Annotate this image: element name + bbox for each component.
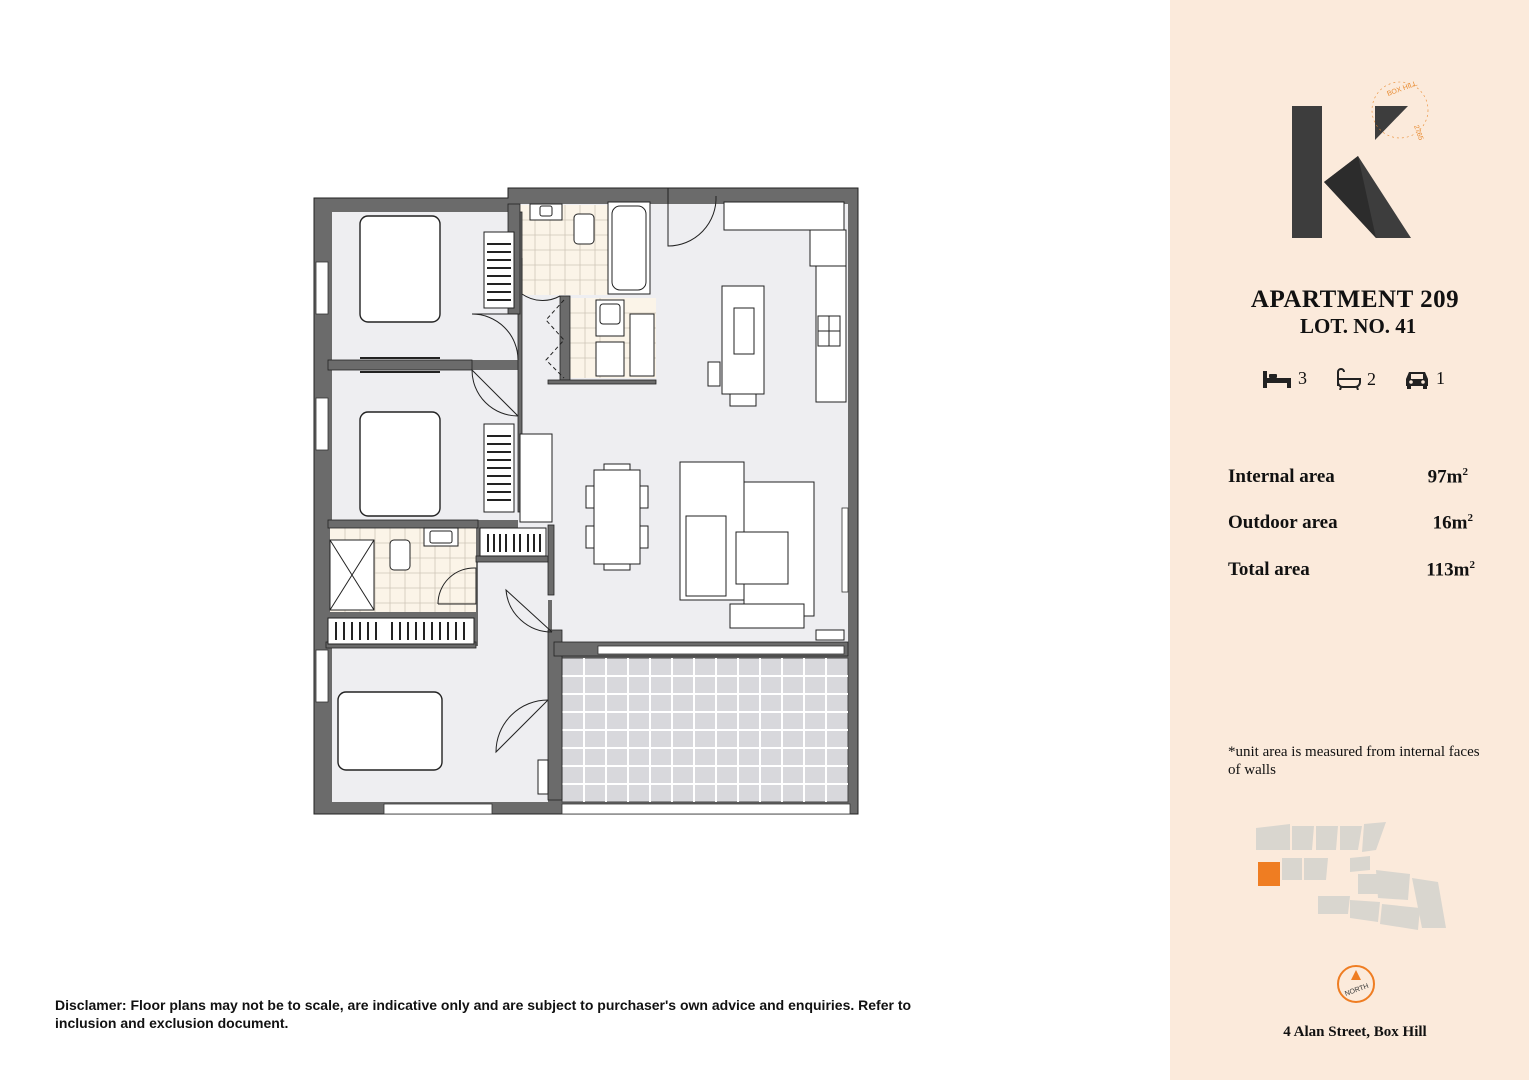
area-note: *unit area is measured from internal faces of walls [1228, 744, 1480, 778]
north-label: NORTH [1344, 982, 1370, 998]
bedrooms-feature [1262, 368, 1307, 389]
info-panel [1170, 0, 1529, 1080]
dining-table [586, 464, 648, 570]
bedrooms-count: 3 [1298, 368, 1307, 388]
address: 4 Alan Street, Box Hill [1283, 1024, 1427, 1040]
parking-count: 1 [1436, 368, 1445, 388]
bathrooms-feature [1335, 368, 1376, 390]
lot-number: LOT. NO. 41 [1300, 314, 1417, 338]
floor-plan [300, 180, 870, 820]
outdoor-area-value: 16m [1432, 512, 1468, 534]
internal-area-value: 97m [1427, 466, 1463, 488]
total-area-value: 113m [1426, 559, 1470, 581]
total-area-unit-exponent: 2 [1469, 559, 1475, 571]
apartment-title: APARTMENT 209 [1250, 286, 1460, 313]
site-plan-map [1250, 818, 1450, 943]
bed-icon [1262, 369, 1292, 389]
k-logo [1280, 78, 1440, 248]
outdoor-area-unit-exponent: 2 [1467, 512, 1473, 524]
svg-text:BOX HILL: BOX HILL [1386, 80, 1419, 98]
car-icon [1404, 369, 1430, 389]
internal-area-unit-exponent: 2 [1462, 466, 1468, 478]
north-arrow-icon [1334, 962, 1378, 1006]
balcony [562, 658, 848, 802]
bathrooms-count: 2 [1367, 368, 1376, 389]
outdoor-area-label: Outdoor area [1228, 512, 1338, 533]
parking-feature [1404, 368, 1445, 389]
total-area-label: Total area [1228, 559, 1310, 580]
bath-icon [1335, 368, 1361, 390]
svg-text:2765: 2765 [1412, 124, 1425, 142]
disclaimer-text: Disclamer: Floor plans may not be to scale, are indicative only and are subject to purchaser's own advice and enquiries. Refer to inclusion and exclusion document. [55, 997, 912, 1031]
internal-area-label: Internal area [1228, 466, 1335, 487]
